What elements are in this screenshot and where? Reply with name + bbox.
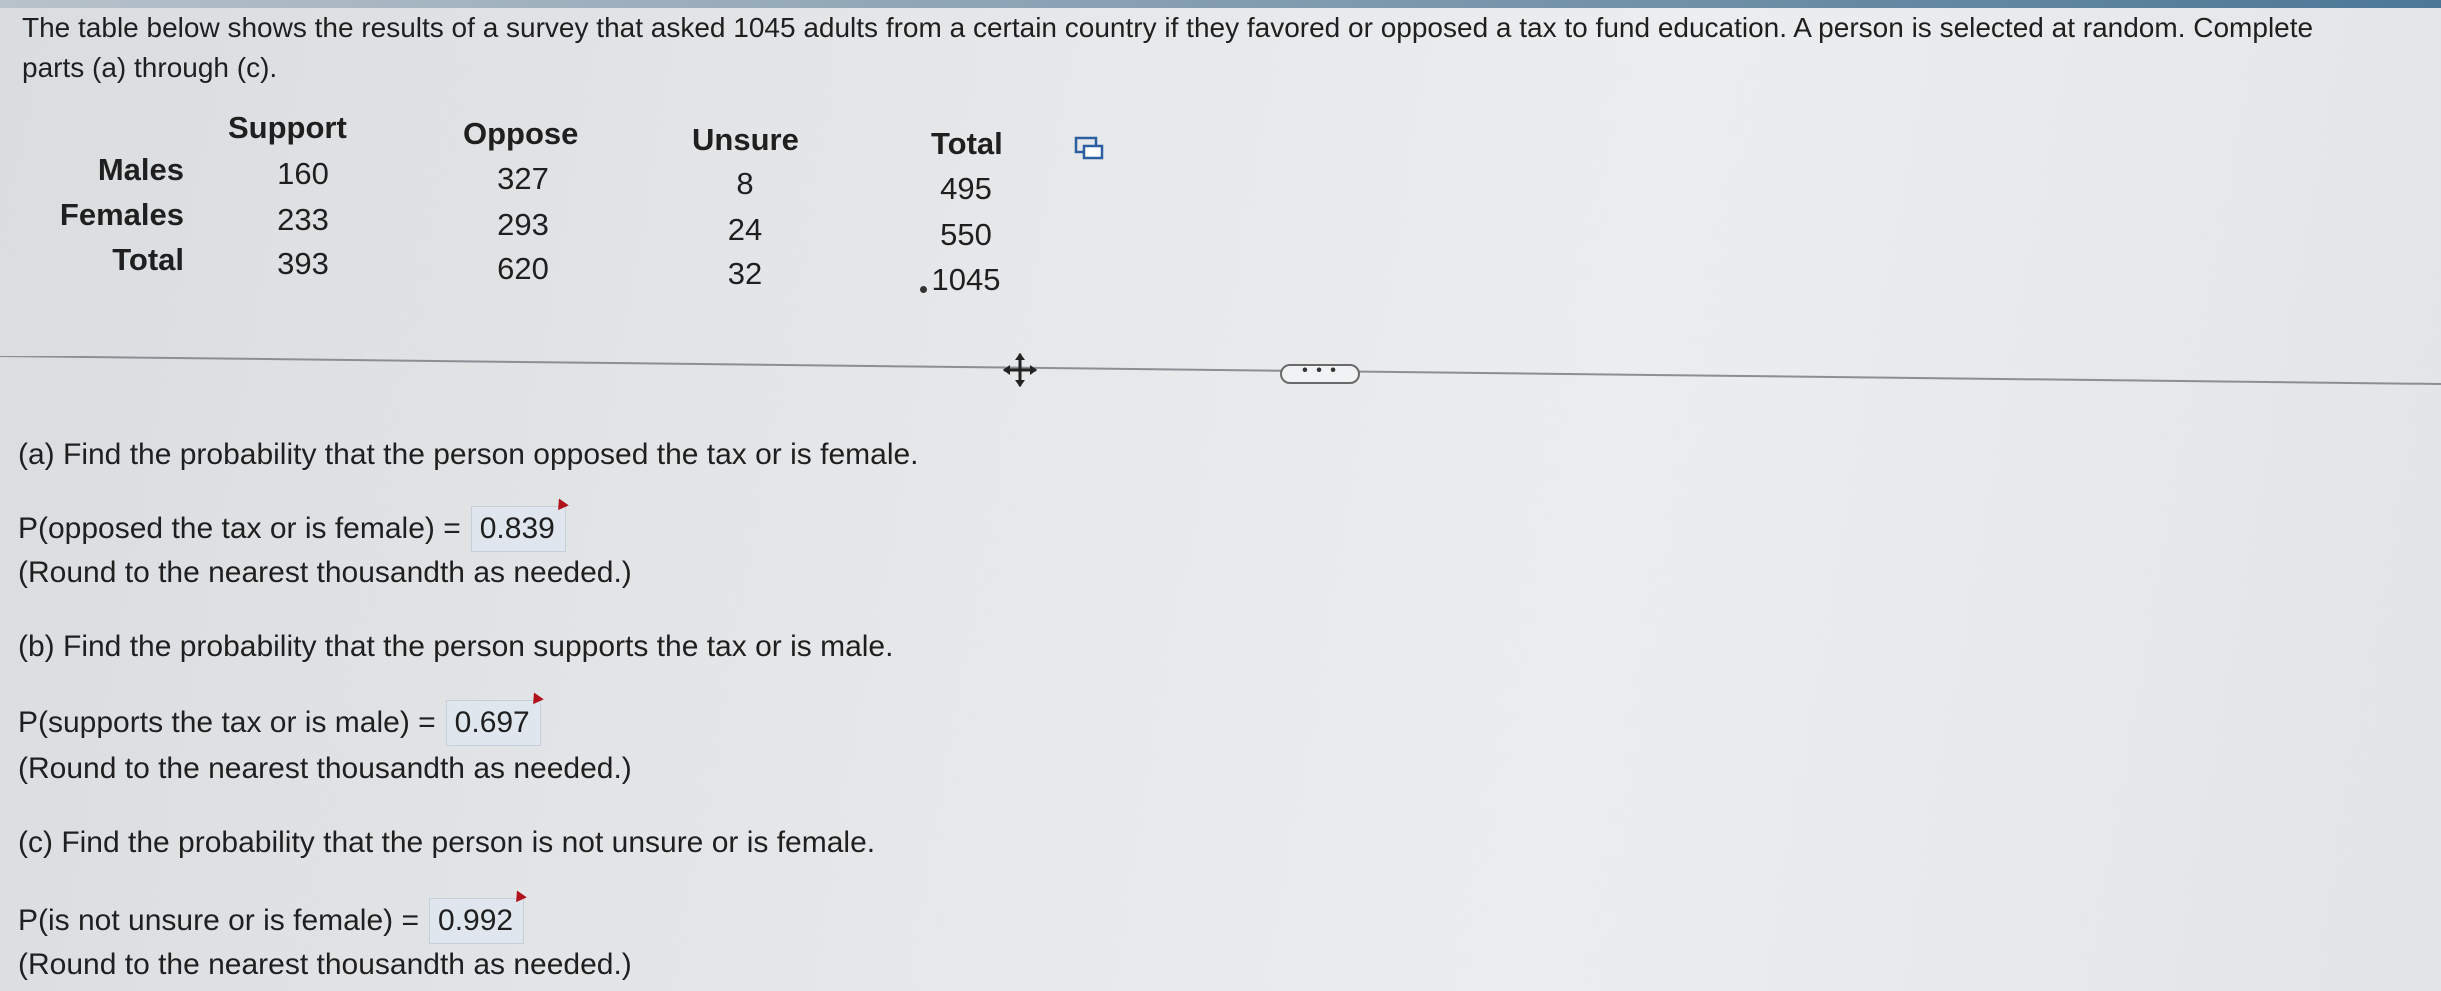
table-dot-marker (920, 286, 927, 293)
cell-males-unsure: 8 (736, 166, 754, 201)
answer-flag-icon (553, 498, 569, 513)
question-c-answer-field[interactable] (429, 898, 524, 944)
row-label-females: Females (59, 197, 184, 232)
question-b-expression: P(supports the tax or is male) = (18, 706, 436, 739)
question-a-answer-line (18, 506, 566, 552)
question-b-prompt: (b) Find the probability that the person supports the tax or is male. (18, 630, 894, 663)
question-a-answer-field[interactable] (471, 506, 566, 552)
cell-total-unsure: 32 (727, 256, 763, 291)
question-b-answer-line (18, 700, 541, 746)
question-c-prompt: (c) Find the probability that the person is not unsure or is female. (18, 826, 876, 859)
cell-females-oppose: 293 (497, 207, 549, 242)
cell-total-support: 393 (277, 246, 329, 281)
cell-females-unsure: 24 (727, 212, 763, 247)
cell-males-oppose: 327 (497, 161, 549, 196)
cell-males-total: 495 (940, 171, 992, 206)
top-accent-bar (0, 0, 2441, 8)
more-options-button[interactable]: • • • (1280, 364, 1360, 384)
question-b-answer-value: 0.697 (454, 706, 530, 739)
cell-males-support: 160 (277, 156, 329, 191)
question-a-note: (Round to the nearest thousandth as needed.) (18, 556, 632, 589)
cell-total-oppose: 620 (497, 251, 549, 286)
intro-line-2: parts (a) through (c). (22, 52, 278, 83)
popout-table-icon[interactable] (1072, 134, 1106, 162)
question-intro (22, 8, 2441, 88)
row-label-males: Males (97, 152, 184, 187)
cell-total-total: 1045 (931, 262, 1001, 297)
row-label-total: Total (112, 242, 184, 277)
question-c-note: (Round to the nearest thousandth as needed.) (18, 948, 632, 981)
question-a-answer-value: 0.839 (479, 512, 555, 545)
question-a-expression: P(opposed the tax or is female) = (18, 512, 461, 545)
question-b-answer-field[interactable] (446, 700, 541, 746)
question-c-answer-value: 0.992 (438, 904, 514, 937)
intro-line-1: The table below shows the results of a survey that asked 1045 adults from a certain country if they favored or opposed a tax to fund education. A person is selected at random. Complete (22, 12, 2314, 43)
move-icon[interactable] (1002, 352, 1038, 388)
answer-flag-icon (528, 692, 544, 707)
answer-flag-icon (511, 890, 527, 905)
section-divider (0, 356, 2441, 386)
question-a-prompt: (a) Find the probability that the person opposed the tax or is female. (18, 438, 919, 471)
question-c-expression: P(is not unsure or is female) = (18, 904, 420, 937)
column-header-total: Total (931, 126, 1003, 161)
cell-females-total: 550 (940, 217, 992, 252)
column-header-oppose: Oppose (463, 116, 579, 151)
column-header-unsure: Unsure (692, 122, 799, 157)
column-header-support: Support (228, 110, 347, 145)
question-b-note: (Round to the nearest thousandth as needed.) (18, 752, 632, 785)
question-c-answer-line (18, 898, 524, 944)
cell-females-support: 233 (277, 202, 329, 237)
survey-table (0, 100, 1100, 310)
